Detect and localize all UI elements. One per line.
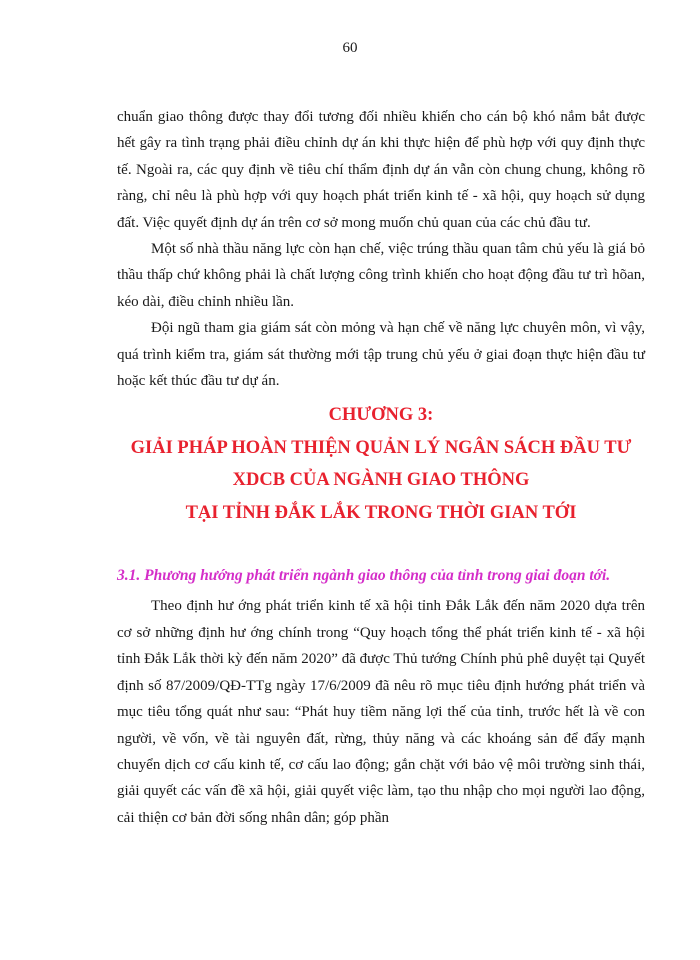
chapter-title-line: TẠI TỈNH ĐẮK LẮK TRONG THỜI GIAN TỚI xyxy=(185,502,577,523)
page-number: 60 xyxy=(342,40,358,56)
chapter-title-line: XDCB CỦA NGÀNH GIAO THÔNG xyxy=(232,470,530,491)
body-paragraph: Đội ngũ tham gia giám sát còn mỏng và hạn chế về năng lực chuyên môn, vì vậy, quá trình kiểm tra, giám sát thường mới tập trung chủ yếu ở giai đoạn thực hiện đầu tư hoặc kết thúc đầu tư dự án. xyxy=(117,320,645,390)
body-paragraph: Một số nhà thầu năng lực còn hạn chế, việc trúng thầu quan tâm chủ yếu là giá bỏ thầu thấp chứ không phải là chất lượng công trình khiến cho hoạt động đầu tư trì hõan, kéo dài, điều chỉnh nhiều lần. xyxy=(117,241,645,310)
body-paragraph: chuẩn giao thông được thay đổi tương đối nhiều khiến cho cán bộ khó nắm bắt được hết gây ra tình trạng phải điều chỉnh dự án khi thực hiện để phù hợp với quy định thực tế. Ngoài ra, các quy định về tiêu chí thẩm định dự án vẫn còn chung chung, không rõ ràng, chỉ nêu là phù hợp với quy hoạch phát triển kinh tế - xã hội, quy hoạch sử dụng đất. Việc quyết định dự án trên cơ sở mong muốn chủ quan của các chủ đầu tư. xyxy=(117,109,645,231)
page-body xyxy=(117,104,645,831)
chapter-title-line: GIẢI PHÁP HOÀN THIỆN QUẢN LÝ NGÂN SÁCH ĐẦU TƯ xyxy=(130,437,632,458)
section-paragraph: Theo định hư ớng phát triển kinh tế xã hội tỉnh Đắk Lắk đến năm 2020 dựa trên cơ sở những định hư ớng chính trong “Quy hoạch tổng thể phát triển kinh tế - xã hội tỉnh Đắk Lắk thời kỳ đến năm 2020” đã được Thủ tướng Chính phủ phê duyệt tại Quyết định số 87/2009/QĐ-TTg ngày 17/6/2009 đã nêu rõ mục tiêu định hướng phát triển và mục tiêu tổng quát như sau: “Phát huy tiềm năng lợi thế của tỉnh, trước hết là về con người, về vốn, về tài nguyên đất, rừng, thủy năng và các khoáng sản để đẩy mạnh chuyển dịch cơ cấu kinh tế, cơ cấu lao động; gắn chặt với bảo vệ môi trường sinh thái, giải quyết các vấn đề xã hội, giải quyết việc làm, tạo thu nhập cho mọi người lao động, cải thiện cơ bản đời sống nhân dân; góp phần xyxy=(117,598,645,826)
section-heading: 3.1. Phương hướng phát triển ngành giao thông của tỉnh trong giai đoạn tới. xyxy=(117,567,611,585)
chapter-label: CHƯƠNG 3: xyxy=(328,405,434,426)
